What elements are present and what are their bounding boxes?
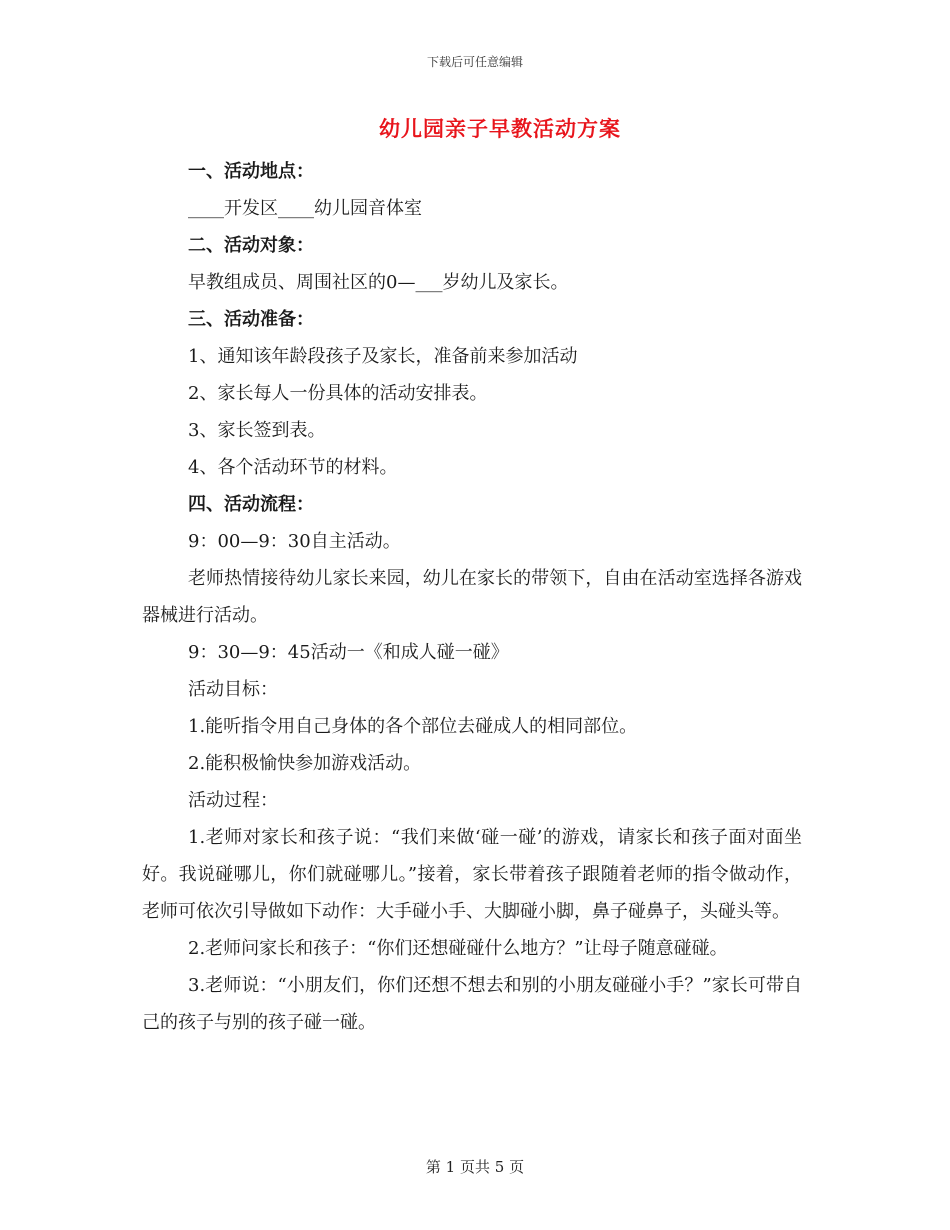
list-item: 4、各个活动环节的材料。 — [188, 457, 398, 478]
list-item: 1、通知该年龄段孩子及家长，准备前来参加活动 — [188, 346, 578, 367]
process-step: 1.老师对家长和孩子说：“我们来做‘碰一碰’的游戏，请家长和孩子面对面坐好。我说碰哪儿，你们就碰哪儿。”接着，家长带着孩子跟随着老师的指令做动作，老师可依次引导做如下动作：大手碰小手、大脚碰小脚，鼻子碰鼻子，头碰头等。 — [142, 827, 802, 922]
list-item: 2、家长每人一份具体的活动安排表。 — [188, 383, 488, 404]
section-text-location: ____开发区____幼儿园音体室 — [188, 198, 422, 219]
section-text-audience: 早教组成员、周围社区的0—___岁幼儿及家长。 — [188, 272, 569, 293]
section-heading-audience: 二、活动对象： — [188, 235, 314, 256]
goal-item: 1.能听指令用自己身体的各个部位去碰成人的相同部位。 — [188, 716, 638, 737]
document-body — [142, 153, 802, 1041]
section-heading-preparation: 三、活动准备： — [188, 309, 314, 330]
header-note: 下载后可任意编辑 — [426, 55, 523, 69]
list-item: 3、家长签到表。 — [188, 420, 326, 441]
process-step: 2.老师问家长和孩子：“你们还想碰碰什么地方？”让母子随意碰碰。 — [188, 938, 728, 959]
schedule-time-2: 9：30—9：45活动一《和成人碰一碰》 — [188, 642, 509, 663]
page-footer: 第 1 页共 5 页 — [425, 1158, 525, 1176]
process-label: 活动过程： — [188, 790, 278, 811]
process-step: 3.老师说：“小朋友们，你们还想不想去和别的小朋友碰碰小手？”家长可带自己的孩子与别的孩子碰一碰。 — [142, 975, 802, 1033]
schedule-time-1: 9：00—9：30自主活动。 — [188, 531, 401, 552]
document-title: 幼儿园亲子早教活动方案 — [379, 116, 621, 141]
schedule-description-1: 老师热情接待幼儿家长来园，幼儿在家长的带领下，自由在活动室选择各游戏器械进行活动。 — [142, 568, 802, 626]
section-heading-process: 四、活动流程： — [188, 494, 314, 515]
goals-label: 活动目标： — [188, 679, 278, 700]
section-heading-location: 一、活动地点： — [188, 161, 314, 182]
goal-item: 2.能积极愉快参加游戏活动。 — [188, 753, 422, 774]
